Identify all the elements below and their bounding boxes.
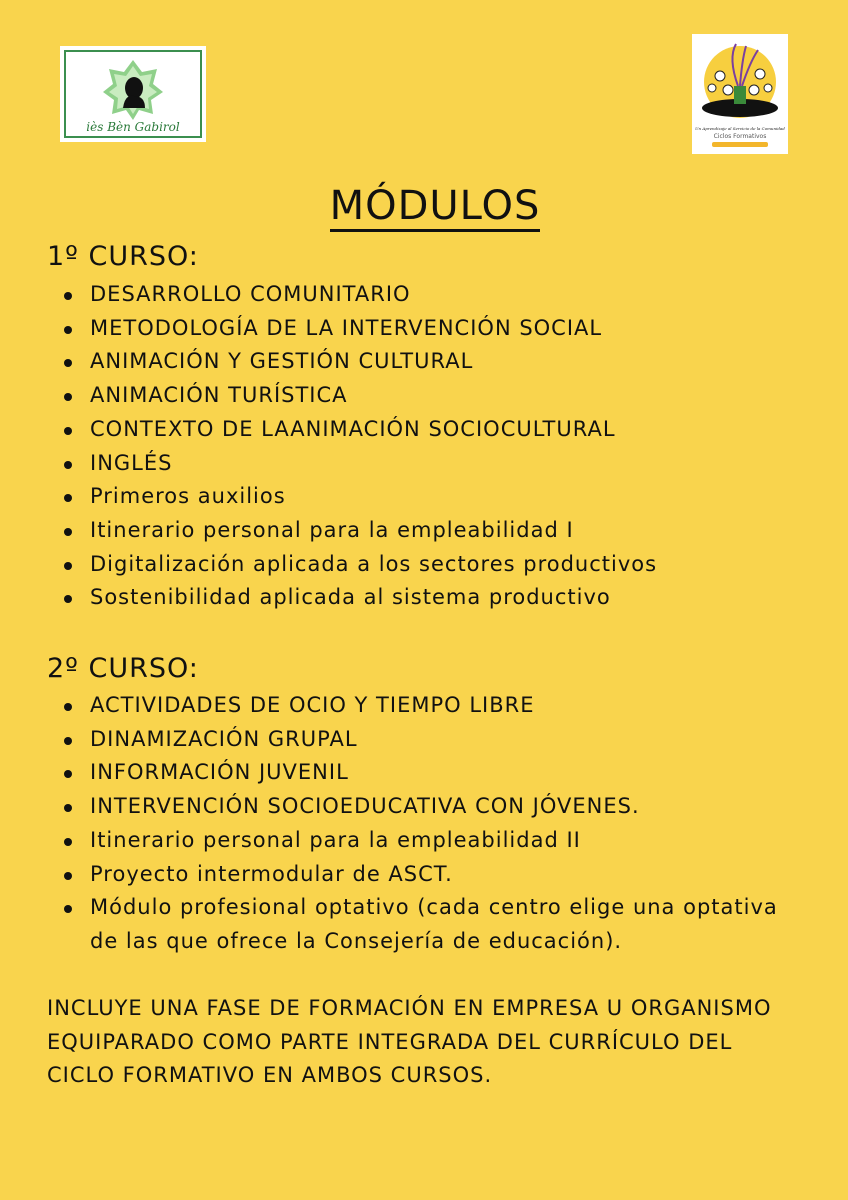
list-item: ANIMACIÓN Y GESTIÓN CULTURAL [62, 345, 657, 379]
list-item: ACTIVIDADES DE OCIO Y TIEMPO LIBRE [62, 689, 810, 723]
list-item: Itinerario personal para la empleabilidad I [62, 514, 657, 548]
course2-heading: 2º CURSO: [47, 653, 199, 684]
course1-module-list [62, 278, 657, 615]
list-item: ANIMACIÓN TURÍSTICA [62, 379, 657, 413]
list-item: INTERVENCIÓN SOCIOEDUCATIVA CON JÓVENES. [62, 790, 810, 824]
school-emblem-icon [101, 58, 165, 122]
list-item: Módulo profesional optativo (cada centro elige una optativa de las que ofrece la Consejería de educación). [62, 891, 810, 958]
course1-heading: 1º CURSO: [47, 241, 199, 272]
list-item: DINAMIZACIÓN GRUPAL [62, 723, 810, 757]
list-item: METODOLOGÍA DE LA INTERVENCIÓN SOCIAL [62, 312, 657, 346]
page-title-text: MÓDULOS [330, 183, 541, 232]
list-item: Itinerario personal para la empleabilidad II [62, 824, 810, 858]
list-item: Proyecto intermodular de ASCT. [62, 858, 810, 892]
list-item: Sostenibilidad aplicada al sistema productivo [62, 581, 657, 615]
footer-note: INCLUYE UNA FASE DE FORMACIÓN EN EMPRESA U ORGANISMO EQUIPARADO COMO PARTE INTEGRADA DEL CURRÍCULO DEL CICLO FORMATIVO EN AMBOS CURSOS. [47, 996, 772, 1087]
list-item: CONTEXTO DE LAANIMACIÓN SOCIOCULTURAL [62, 413, 657, 447]
program-logo [692, 34, 788, 154]
school-logo-text: iès Bèn Gabirol [86, 120, 180, 134]
program-logo-ribbon [712, 142, 768, 147]
list-item: Primeros auxilios [62, 480, 657, 514]
list-item: INFORMACIÓN JUVENIL [62, 756, 810, 790]
list-item: DESARROLLO COMUNITARIO [62, 278, 657, 312]
list-item: Digitalización aplicada a los sectores productivos [62, 548, 657, 582]
page-title [0, 180, 848, 232]
people-circle-icon [698, 38, 782, 122]
program-logo-motto: Un Aprendizaje al Servicio de la Comunidad [695, 126, 785, 131]
program-logo-subtitle: Ciclos Formativos [713, 133, 767, 140]
list-item: INGLÉS [62, 447, 657, 481]
course2-module-list [62, 689, 810, 959]
school-logo [60, 46, 206, 142]
